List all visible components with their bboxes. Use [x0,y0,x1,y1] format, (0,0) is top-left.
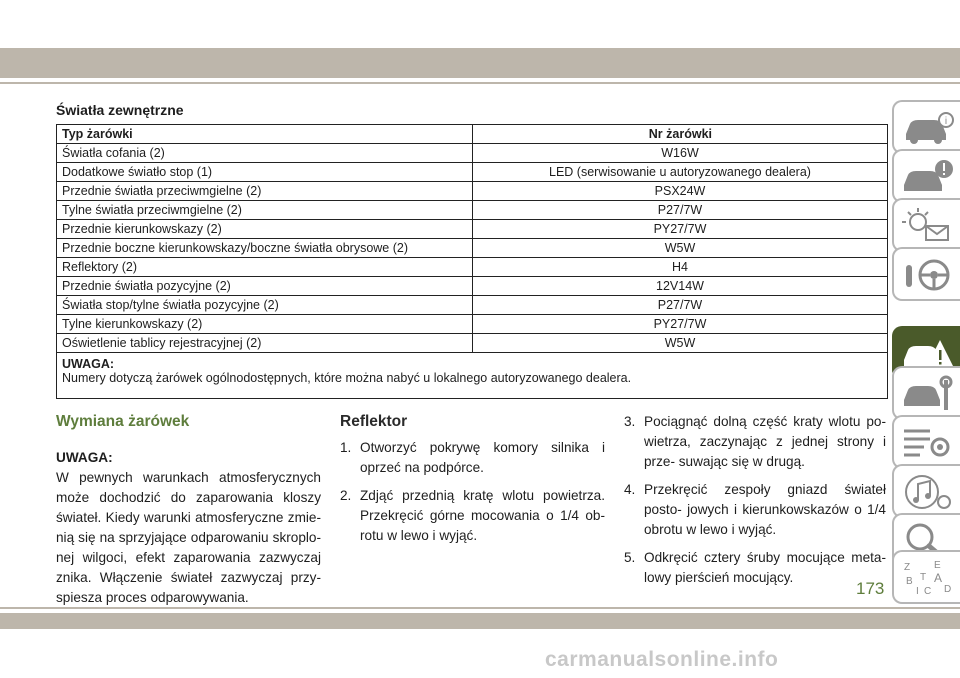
step-number: 2. [340,488,352,503]
bulb-type-cell: Oświetlenie tablicy rejestracyjnej (2) [57,334,473,353]
step-text: Otworzyć pokrywę komory silnika i oprzeć na podpórce. [360,440,605,475]
table-row [57,182,888,201]
table-row [57,296,888,315]
bulb-number-cell: PY27/7W [473,315,888,334]
tab-specifications[interactable] [892,415,960,469]
table-row [57,277,888,296]
bulb-number-cell: W16W [473,144,888,163]
list-item [624,412,886,472]
list-item [340,486,605,546]
bulb-type-cell: Reflektory (2) [57,258,473,277]
list-item [624,480,886,540]
bulb-type-cell: Dodatkowe światło stop (1) [57,163,473,182]
tab-driving[interactable] [892,247,960,301]
step-text: Pociągnąć dolną część kraty wlotu po- wietrza, zaczynając z jednej strony i prze- suwając się w drugą. [644,414,886,469]
bulb-number-cell: PY27/7W [473,220,888,239]
bulb-type-cell: Przednie boczne kierunkowskazy/boczne światła obrysowe (2) [57,239,473,258]
bottom-band [0,613,960,629]
headlamp-steps-continued [624,412,886,588]
svg-text:D: D [944,584,952,595]
bulb-number-cell: P27/7W [473,201,888,220]
svg-text:E: E [934,560,941,571]
bulb-type-cell: Przednie światła przeciwmgielne (2) [57,182,473,201]
light-message-icon [900,206,954,246]
column-headlamp [340,412,605,554]
svg-text:B: B [906,576,913,587]
column-bulb-replacement [56,412,321,608]
tab-index[interactable] [892,550,960,604]
top-band [0,48,960,78]
bulb-number-cell: PSX24W [473,182,888,201]
bulb-type-cell: Tylne światła przeciwmgielne (2) [57,201,473,220]
header-bulb-type: Typ żarówki [57,125,473,144]
bulb-number-cell: W5W [473,334,888,353]
svg-text:I: I [916,586,919,597]
car-info-icon [900,108,954,148]
top-divider [0,82,960,84]
tab-car-warning[interactable] [892,149,960,203]
note-text: W pewnych warunkach atmosferycznych może dochodzić do zaparowania kloszy świateł. Kiedy warunki atmosferyczne zmie- nią się na sprzyjające odparowaniu skroplo- nej wilgoci, efekt zaparowania zazwyczaj znika. Włączenie świateł zazwyczaj przy- spiesza proces odparowywania. [56,470,321,605]
step-text: Odkręcić cztery śruby mocujące meta- lowy pierścień mocujący. [644,550,886,585]
step-number: 1. [340,440,352,455]
svg-text:A: A [934,571,943,585]
bulb-type-cell: Tylne kierunkowskazy (2) [57,315,473,334]
step-text: Przekręcić zespoły gniazd świateł posto- jowych i kierunkowskazów o 1/4 obrotu w lewo i wyjąć. [644,482,886,537]
table-row [57,144,888,163]
svg-text:C: C [924,586,932,597]
header-bulb-number: Nr żarówki [473,125,888,144]
bulb-type-cell: Przednie kierunkowskazy (2) [57,220,473,239]
table-note-title: UWAGA: [62,357,115,371]
step-number: 4. [624,482,636,497]
bulb-number-cell: P27/7W [473,296,888,315]
bulb-type-cell: Światła cofania (2) [57,144,473,163]
watermark: carmanualsonline.info [545,648,779,671]
list-item [340,438,605,478]
tab-car-info[interactable] [892,100,960,154]
page-number: 173 [856,579,885,598]
table-row [57,201,888,220]
table-row [57,220,888,239]
table-row [57,258,888,277]
section-title: Światła zewnętrzne [56,102,184,118]
bulb-number-cell: W5W [473,239,888,258]
tab-lights-messages[interactable] [892,198,960,252]
bulb-number-cell: LED (serwisowanie u autoryzowanego dealera) [473,163,888,182]
tab-service[interactable] [892,366,960,420]
index-letters-icon [900,558,954,598]
table-row [57,163,888,182]
bulb-table [56,124,888,353]
tab-multimedia[interactable] [892,464,960,518]
car-wrench-icon [900,374,954,414]
table-note-body: Numery dotyczą żarówek ogólnodostępnych, które można nabyć u lokalnego autoryzowanego dealera. [62,371,632,385]
step-number: 3. [624,414,636,429]
svg-text:Z: Z [904,562,911,573]
table-row [57,239,888,258]
list-item [624,548,886,588]
table-header-row [57,125,888,144]
checklist-gear-icon [900,423,954,463]
svg-text:i: i [944,116,948,127]
svg-text:T: T [920,572,927,583]
table-row [57,315,888,334]
bulb-number-cell: 12V14W [473,277,888,296]
table-note [56,345,888,399]
bottom-divider [0,607,960,609]
step-number: 5. [624,550,636,565]
bulb-type-cell: Światła stop/tylne światła pozycyjne (2) [57,296,473,315]
step-text: Zdjąć przednią kratę wlotu powietrza. Przekręcić górne mocowania o 1/4 ob- rotu w lewo i wyjąć. [360,488,605,543]
steering-wheel-icon [900,255,954,295]
bulb-number-cell: H4 [473,258,888,277]
car-warning-icon [900,157,954,197]
note-label: UWAGA: [56,450,113,465]
bulb-type-cell: Przednie światła pozycyjne (2) [57,277,473,296]
headlamp-steps [340,438,605,546]
music-gear-icon [900,472,954,512]
bulb-replacement-heading: Wymiana żarówek [56,413,190,430]
headlamp-heading: Reflektor [340,413,408,430]
column-steps-continued [624,412,886,596]
